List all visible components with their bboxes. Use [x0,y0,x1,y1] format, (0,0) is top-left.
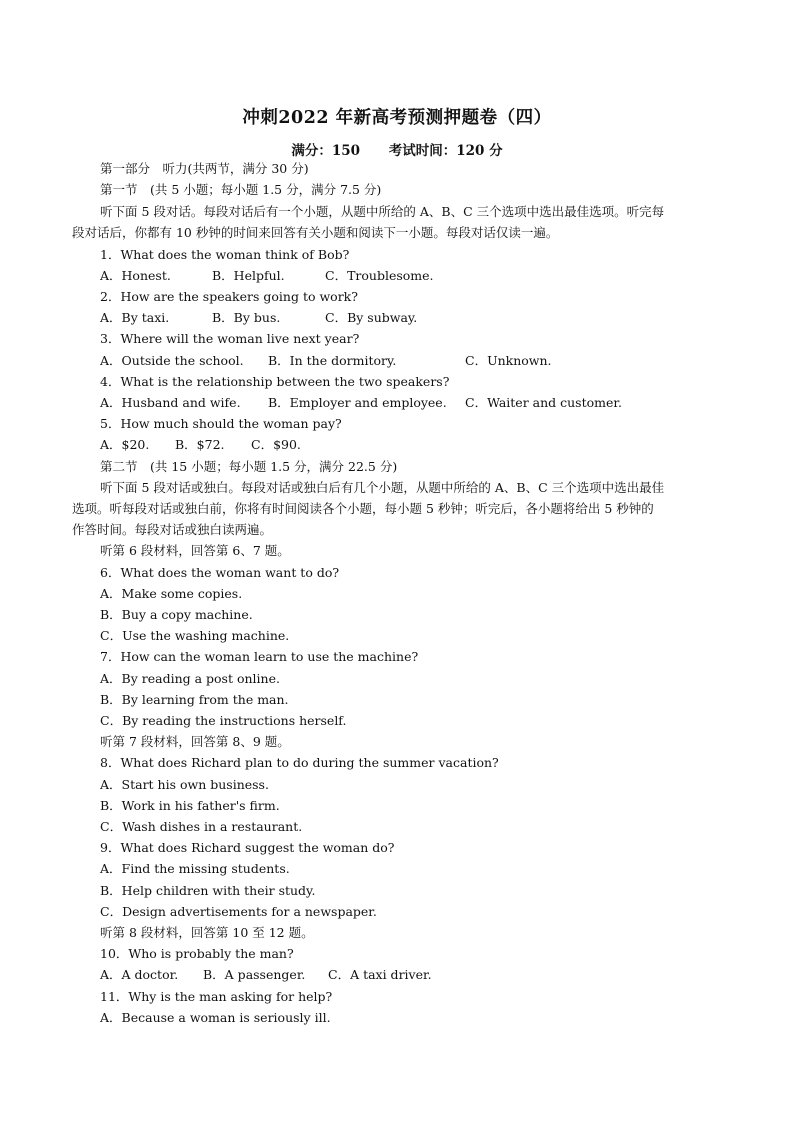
option-4c: C．Waiter and customer. [465,395,622,410]
option-9a: A．Find the missing students. [100,861,290,876]
option-3a: A．Outside the school. [100,353,244,368]
full-score: 满分：150 [291,143,361,159]
question-2: 2．How are the speakers going to work? [100,289,358,304]
question-1: 1．What does the woman think of Bob? [100,247,350,262]
option-1a: A．Honest. [100,268,171,283]
option-6c: C．Use the washing machine. [100,628,290,643]
option-8c: C．Wash dishes in a restaurant. [100,819,303,834]
option-6b: B．Buy a copy machine. [100,607,253,622]
question-4: 4．What is the relationship between the two speakers? [100,374,450,389]
option-7c: C．By reading the instructions herself. [100,713,347,728]
instructions-line: 选项。听每段对话或独白前，你将有时间阅读各个小题，每小题 5 秒钟；听完后，各小题将给出 5 秒钟的 [72,501,654,516]
option-5c: C．$90. [251,437,301,452]
option-3c: C．Unknown. [465,353,552,368]
material-6-heading: 听第 6 段材料，回答第 6、7 题。 [100,543,290,558]
option-1c: C．Troublesome. [325,268,434,283]
instructions-line: 听下面 5 段对话或独白。每段对话或独白后有几个小题，从题中所给的 A、B、C 三个选项中选出最佳 [100,480,665,495]
option-5b: B．$72. [175,437,225,452]
option-7b: B．By learning from the man. [100,692,289,707]
question-3: 3．Where will the woman live next year? [100,331,360,346]
option-4b: B．Employer and employee. [268,395,447,410]
option-8a: A．Start his own business. [100,777,269,792]
exam-title: 冲刺2022 年新高考预测押题卷（四） [242,108,552,128]
option-9c: C．Design advertisements for a newspaper. [100,904,377,919]
question-7: 7．How can the woman learn to use the machine? [100,649,419,664]
question-5: 5．How much should the woman pay? [100,416,342,431]
instructions-line: 作答时间。每段对话或独白读两遍。 [72,522,273,537]
option-2a: A．By taxi. [100,310,170,325]
option-7a: A．By reading a post online. [100,671,280,686]
part1-heading: 第一部分 听力(共两节，满分 30 分) [100,161,309,176]
option-10a: A．A doctor. [100,967,179,982]
exam-time: 考试时间：120 分 [388,143,503,159]
option-3b: B．In the dormitory. [268,353,397,368]
instructions-line: 段对话后，你都有 10 秒钟的时间来回答有关小题和阅读下一小题。每段对话仅读一遍。 [72,225,559,240]
option-10b: B．A passenger. [203,967,306,982]
instructions-line: 听下面 5 段对话。每段对话后有一个小题，从题中所给的 A、B、C 三个选项中选出最佳选项。听完每 [100,204,665,219]
option-8b: B．Work in his father's firm. [100,798,280,813]
question-8: 8．What does Richard plan to do during the summer vacation? [100,755,499,770]
question-6: 6．What does the woman want to do? [100,565,340,580]
option-10c: C．A taxi driver. [328,967,432,982]
material-7-heading: 听第 7 段材料，回答第 8、9 题。 [100,734,290,749]
option-11a: A．Because a woman is seriously ill. [100,1010,331,1025]
option-1b: B．Helpful. [212,268,285,283]
option-2c: C．By subway. [325,310,418,325]
option-2b: B．By bus. [212,310,281,325]
exam-subtitle [0,139,794,159]
option-5a: A．$20. [100,437,150,452]
question-11: 11．Why is the man asking for help? [100,989,333,1004]
section1-heading: 第一节 (共 5 小题；每小题 1.5 分，满分 7.5 分) [100,182,382,197]
option-4a: A．Husband and wife. [100,395,241,410]
option-6a: A．Make some copies. [100,586,243,601]
section2-heading: 第二节 (共 15 小题；每小题 1.5 分，满分 22.5 分) [100,459,398,474]
question-10: 10．Who is probably the man? [100,946,294,961]
material-8-heading: 听第 8 段材料，回答第 10 至 12 题。 [100,925,314,940]
option-9b: B．Help children with their study. [100,883,316,898]
question-9: 9．What does Richard suggest the woman do? [100,840,395,855]
